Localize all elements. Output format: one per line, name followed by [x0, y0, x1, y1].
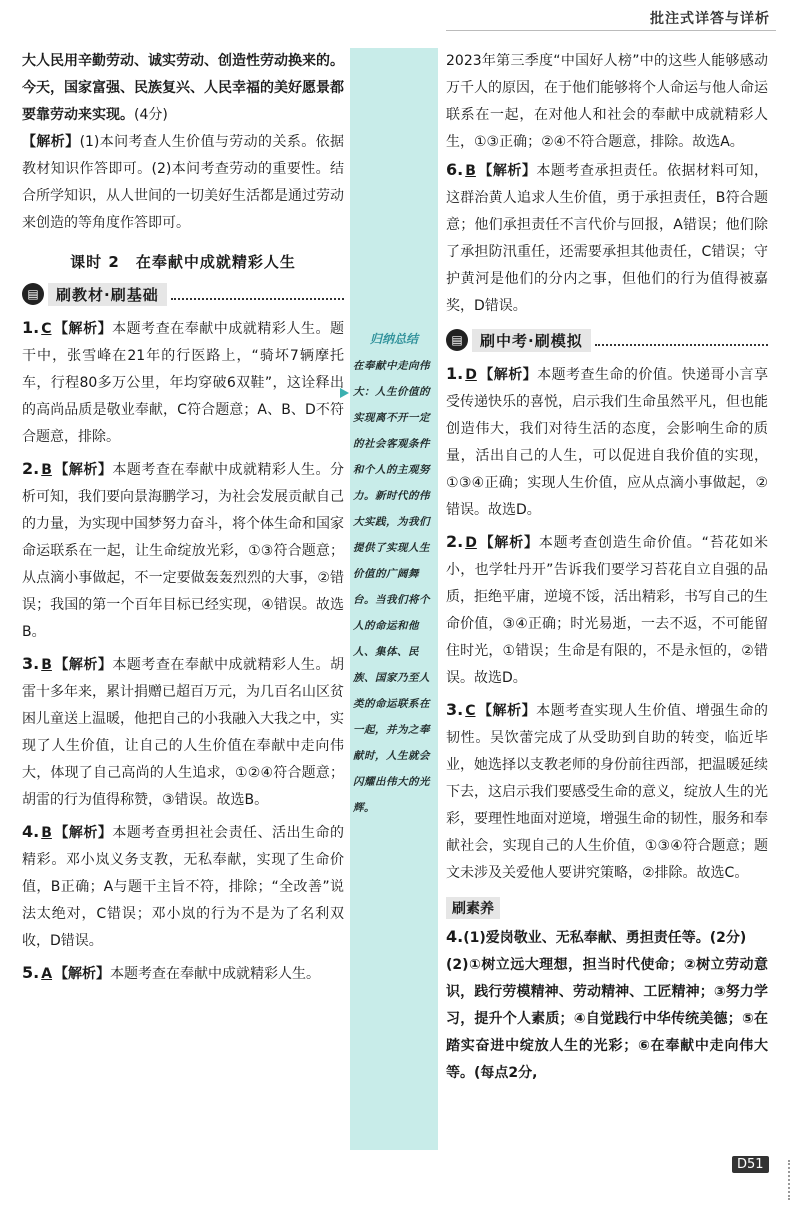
- answer-letter: B: [41, 825, 52, 841]
- question-item: [446, 696, 768, 887]
- question-item: [22, 818, 344, 955]
- answer-letter: D: [465, 535, 477, 551]
- continued-analysis: 2023年第三季度“中国好人榜”中的这些人能够感动万千人的原因，在于他们能够将个人命运与他人命运联系在一起，在对他人和社会的奉献中成就精彩人生，①③正确；②④不符合题意，排除。故选A。: [446, 53, 768, 150]
- question-number: 3.: [446, 700, 464, 719]
- question-number: 6.: [446, 160, 464, 179]
- answer-part-2: (2)①树立远大理想，担当时代使命；②树立劳动意识，践行劳模精神、劳动精神、工匠精神；③努力学习，提升个人素质；④自觉践行中华传统美德；⑤在踏实奋进中绽放人生的光彩；⑥在奉献中走向伟大等。(每点2分,: [446, 957, 768, 1081]
- question-item: [446, 360, 768, 524]
- answer-letter: B: [41, 462, 52, 478]
- analysis-text: 本题考查承担责任。依据材料可知，这群治黄人追求人生价值，勇于承担责任，B符合题意；他们承担责任不言代价与回报，A错误；他们除了承担防汛重任，还需要承担其他责任，C错误；守护黄河是他们的分内之事，但他们的行为值得被嘉奖，D错误。: [446, 163, 769, 314]
- section-band-literacy: 刷素养: [446, 897, 500, 919]
- question-item: [446, 923, 768, 1087]
- analysis-text: 本题考查创造生命价值。“苔花如米小，也学牡丹开”告诉我们要学习苔花自立自强的品质，拒绝平庸，逆境不馁，活出精彩，书写自己的生命价值，③④正确；时光易逝，一去不返，不可能留住时光，①错误；生命是有限的，不是永恒的，②错误。故选D。: [446, 535, 768, 686]
- question-item: [22, 959, 344, 988]
- analysis-tag: 【解析】: [53, 825, 113, 841]
- question-item: [446, 528, 768, 692]
- question-item: [22, 650, 344, 814]
- question-number: 4.: [446, 927, 464, 946]
- question-item: [22, 455, 344, 646]
- answer-letter: C: [41, 321, 52, 337]
- analysis-text: 本题考查实现人生价值、增强生命的韧性。吴饮蕾完成了从受助到自助的转变，临近毕业，她选择以支教老师的身份前往西部，把温暖延续下去，这启示我们要感受生命的意义，绽放人生的光彩，要理性地面对逆境，增强生命的韧性，服务和奉献社会，实现自己的人生价值，①③④符合题意；题文未涉及关爱他人要讲究策略，②排除。故选C。: [446, 703, 768, 881]
- band-label: 刷中考·刷模拟: [472, 329, 591, 352]
- answer-letter: A: [41, 966, 53, 982]
- section-band-exam: [446, 328, 768, 352]
- analysis-text: 本题考查在奉献中成就精彩人生。题干中，张雪峰在21年的行医路上，“骑坏7辆摩托车，行程80多万公里，年均穿破6双鞋”，这诠释出的高尚品质是敬业奉献，C符合题意；A、B、D不符合题意，排除。: [22, 321, 344, 445]
- dotted-divider: [171, 288, 344, 300]
- question-number: 4.: [22, 822, 40, 841]
- analysis-text: 本题考查生命的价值。快递哥小言享受传递快乐的喜悦，启示我们生命虽然平凡，但也能创造伟大，我们对待生活的态度，会影响生命的质量，活出自己的人生，可以促进自我价值的实现，①③④正确；实现人生价值，应从点滴小事做起，②错误。故选D。: [446, 367, 769, 518]
- edge-dots: [788, 1160, 800, 1200]
- page-header: 批注式详答与详析: [650, 11, 770, 27]
- answer-letter: B: [41, 657, 52, 673]
- analysis-tag: 【解析】: [54, 966, 111, 982]
- analysis-tag: 【解析】: [53, 321, 113, 337]
- analysis-text: 本题考查在奉献中成就精彩人生。胡雷十多年来，累计捐赠已超百万元，为几百名山区贫困儿童送上温暖，他把自己的小我融入大我之中，实现了人生价值，让自己的人生价值在奉献中走向伟大，体现了自己高尚的人生追求，①②④符合题意；胡雷的行为值得称赞，③错误。故选B。: [22, 657, 345, 808]
- answer-letter: D: [465, 367, 477, 383]
- right-column: [446, 48, 768, 1091]
- analysis-tag: 【解析】: [478, 367, 538, 383]
- book-icon: ▤: [22, 283, 44, 305]
- lesson-heading: 课时 2 在奉献中成就精彩人生: [70, 253, 296, 271]
- header-divider: [446, 30, 776, 31]
- analysis-tag: 【解析】: [478, 535, 539, 551]
- question-number: 1.: [22, 318, 40, 337]
- dotted-divider: [595, 334, 768, 346]
- pointer-arrow-icon: [340, 388, 349, 398]
- analysis-text: (1)本问考查人生价值与劳动的关系。依据教材知识作答即可。(2)本问考查劳动的重要性。结合所学知识，从人世间的一切美好生活都是通过劳动来创造的等角度作答即可。: [22, 134, 344, 231]
- analysis-tag: 【解析】: [22, 134, 80, 150]
- sidebar-text: 在奉献中走向伟大：人生价值的实现离不开一定的社会客观条件和个人的主观努力。新时代的伟大实践，为我们提供了实现人生价值的广阔舞台。当我们将个人的命运和他人、集体、民族、国家乃至人类的命运联系在一起，并为之奉献时，人生就会闪耀出伟大的光辉。: [353, 360, 430, 814]
- question-number: 2.: [22, 459, 40, 478]
- analysis-text: 本题考查勇担社会责任、活出生命的精彩。邓小岚义务支教，无私奉献，实现了生命价值，B正确；A与题干主旨不符，排除；“全改善”说法太绝对，C错误；邓小岚的行为不是为了名利双收，D错误。: [22, 825, 345, 949]
- analysis-text: 本题考查在奉献中成就精彩人生。: [110, 966, 321, 982]
- answer-part-1: (1)爱岗敬业、无私奉献、勇担责任等。(2分): [463, 930, 747, 946]
- analysis-tag: 【解析】: [53, 462, 113, 478]
- analysis-tag: 【解析】: [477, 163, 537, 179]
- question-number: 5.: [22, 963, 40, 982]
- question-item: [446, 156, 768, 320]
- analysis-text: 本题考查在奉献中成就精彩人生。分析可知，我们要向景海鹏学习，为社会发展贡献自己的力量，为实现中国梦努力奋斗，将个体生命和国家命运联系在一起，让生命绽放光彩，①③符合题意；从点滴小事做起，不一定要做轰轰烈烈的大事，②错误；我国的第一个百年目标已经实现，④错误。故选B。: [22, 462, 345, 640]
- summary-sidebar: [350, 48, 438, 1150]
- book-icon: ▤: [446, 329, 468, 351]
- page-number: D51: [732, 1156, 769, 1173]
- intro-answer: [22, 48, 344, 129]
- answer-letter: B: [465, 163, 476, 179]
- intro-analysis: [22, 129, 344, 237]
- left-column: [22, 48, 344, 992]
- intro-text: 大人民用辛勤劳动、诚实劳动、创造性劳动换来的。今天，国家富强、民族复兴、人民幸福的美好愿景都要靠劳动来实现。: [22, 53, 344, 123]
- band-label: 刷教材·刷基础: [48, 283, 167, 306]
- section-band-basic: [22, 282, 344, 306]
- analysis-tag: 【解析】: [53, 657, 113, 673]
- analysis-tag: 【解析】: [477, 703, 537, 719]
- question-number: 1.: [446, 364, 464, 383]
- question-number: 2.: [446, 532, 464, 551]
- sidebar-title: 归纳总结: [369, 332, 418, 346]
- question-item: [22, 314, 344, 451]
- answer-letter: C: [465, 703, 476, 719]
- question-number: 3.: [22, 654, 40, 673]
- intro-score: (4分): [134, 107, 168, 123]
